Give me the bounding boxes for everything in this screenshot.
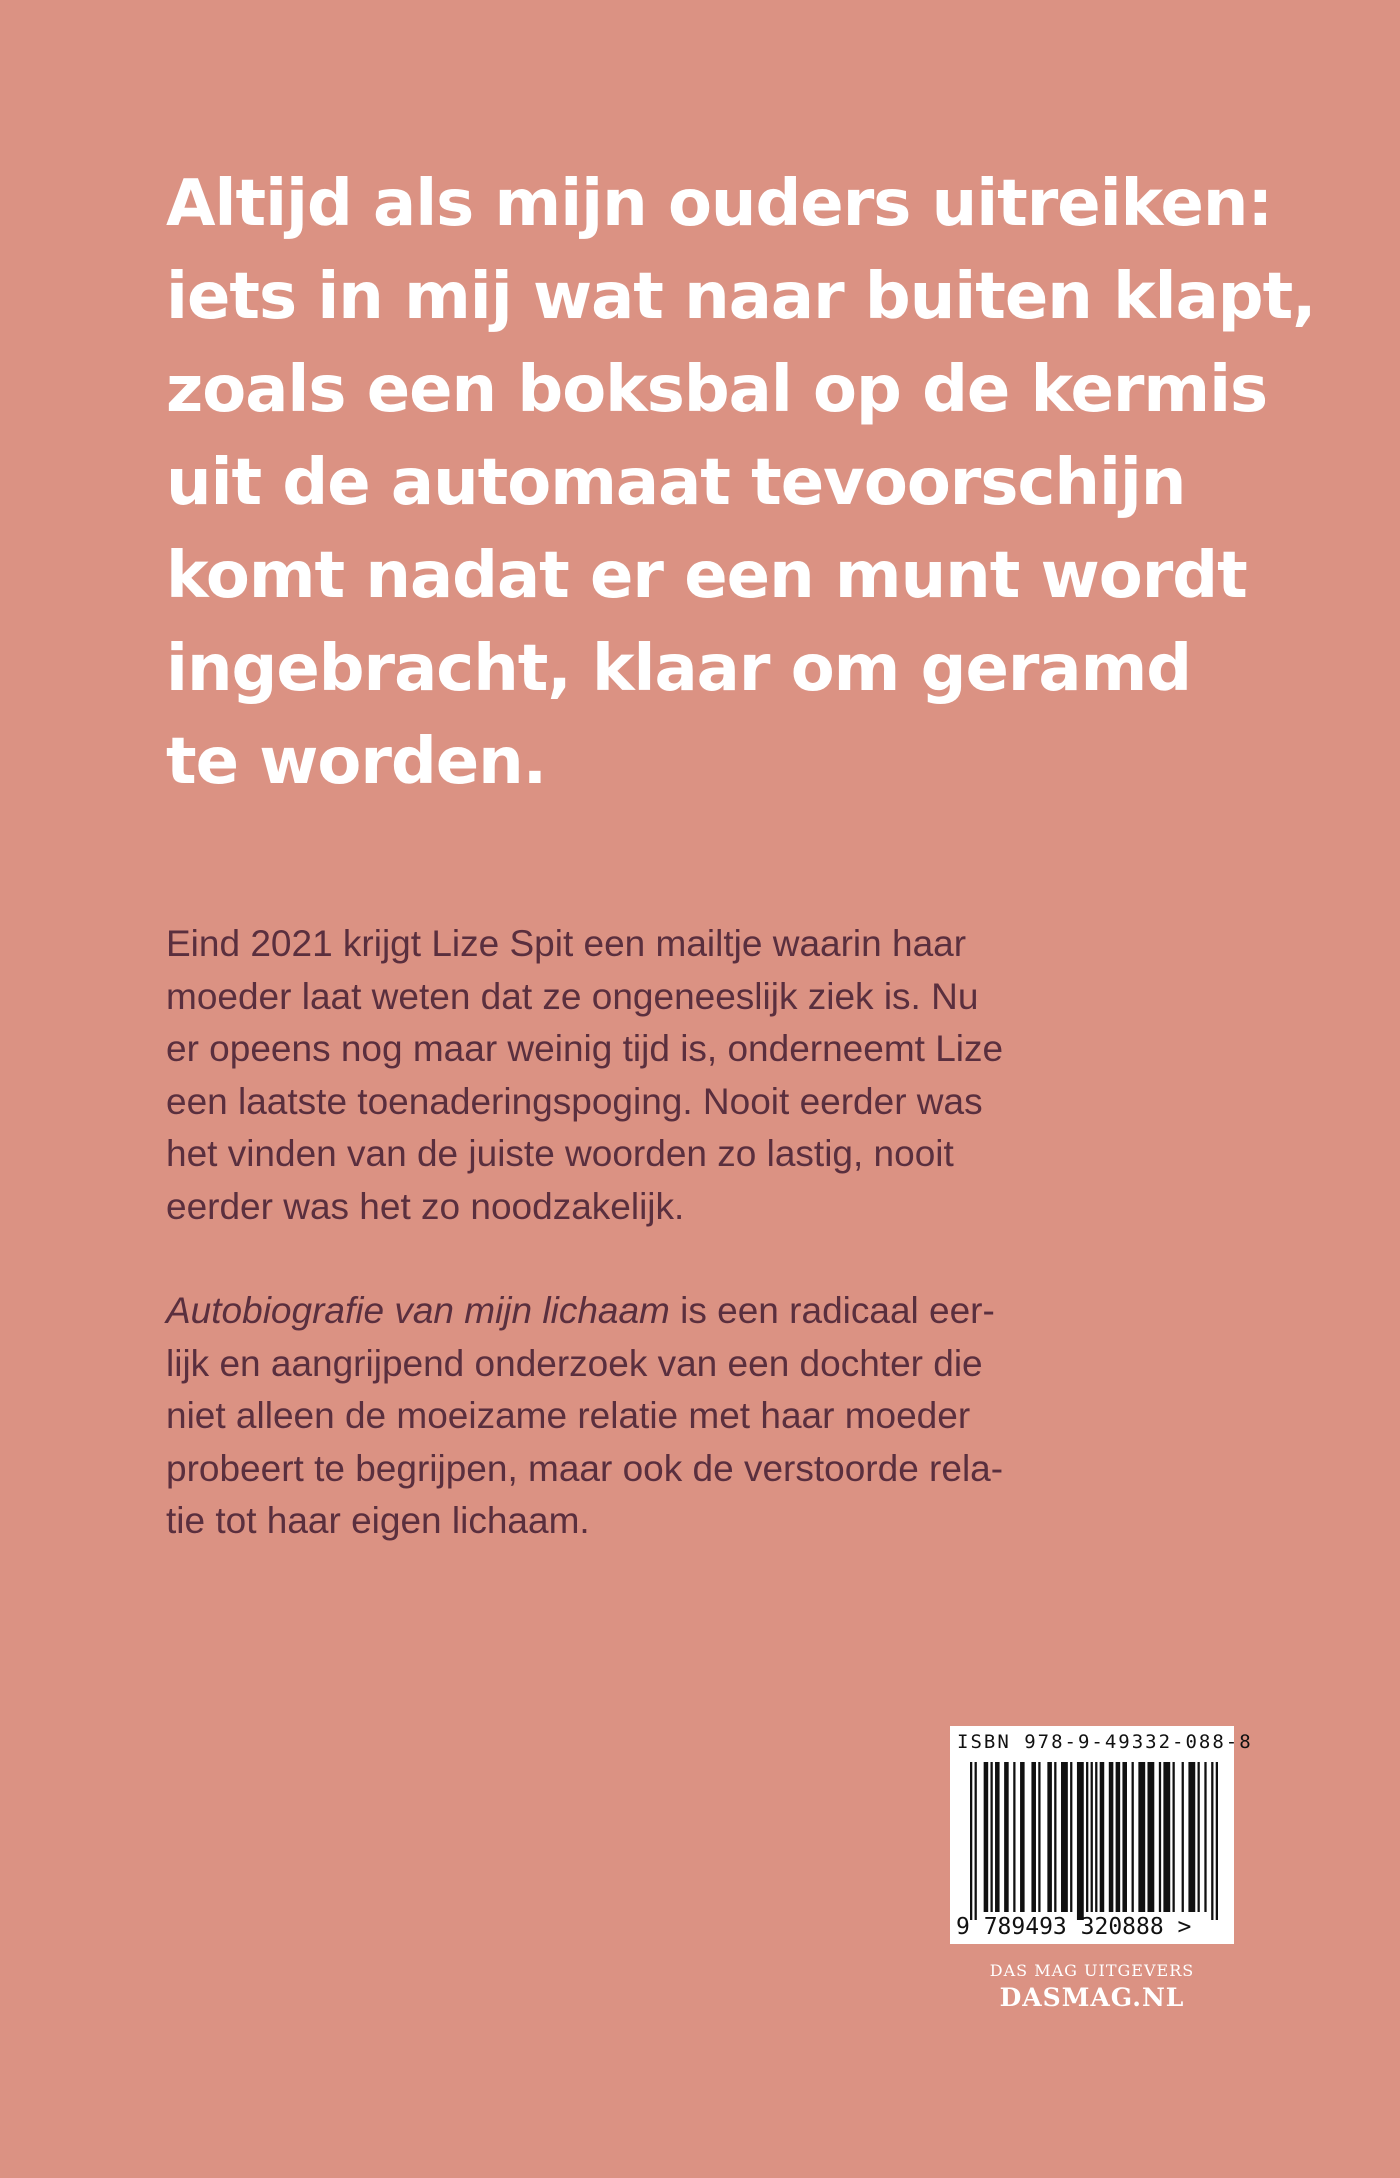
blurb-line: [166, 1285, 1086, 1338]
publisher-website: DASMAG.NL: [999, 1983, 1185, 2012]
barcode-bar: [1077, 1762, 1084, 1920]
barcode-bar: [1095, 1762, 1097, 1912]
barcode-bar: [995, 1762, 1000, 1912]
quote-line: Altijd als mijn ouders uitreiken:: [166, 167, 1273, 241]
book-title-italic: Autobiografie van mijn lichaam: [166, 1290, 670, 1331]
barcode-bar: [970, 1762, 972, 1920]
barcode-bar: [1013, 1762, 1015, 1912]
barcode-bar: [1047, 1762, 1052, 1912]
barcode-bar: [1054, 1762, 1056, 1912]
barcode-bar: [1020, 1762, 1025, 1912]
barcode-bars: [970, 1762, 1218, 1920]
isbn-barcode: [950, 1726, 1253, 1944]
book-blurb: [166, 918, 1086, 1548]
barcode-bar: [984, 1762, 989, 1912]
barcode-bar: [1147, 1762, 1154, 1912]
blurb-paragraph-2: [166, 1285, 1086, 1548]
quote-line: uit de automaat tevoorschijn: [166, 446, 1186, 520]
barcode-bar: [1204, 1762, 1206, 1912]
barcode-bar: [1091, 1762, 1093, 1912]
barcode-bar: [1004, 1762, 1009, 1912]
blurb-line: eerder was het zo noodzakelijk.: [166, 1185, 685, 1227]
barcode-bar: [1211, 1762, 1213, 1920]
blurb-line: een laatste toenaderingspoging. Nooit eerder was: [166, 1080, 983, 1122]
barcode-bar: [1070, 1762, 1072, 1912]
barcode-bar: [1038, 1762, 1040, 1912]
barcode-bar: [1182, 1762, 1184, 1912]
barcode-bar: [1173, 1762, 1175, 1912]
publisher-name: DAS MAG UITGEVERS: [989, 1961, 1195, 1980]
blurb-line: er opeens nog maar weinig tijd is, onderneemt Lize: [166, 1028, 1004, 1069]
ean-digits: 9 789493 320888 >: [956, 1914, 1192, 1940]
isbn-label: ISBN 978-9-49332-088-8: [957, 1731, 1253, 1753]
barcode-bar: [1216, 1762, 1218, 1920]
barcode-bar: [1198, 1762, 1200, 1912]
blurb-line: het vinden van de juiste woorden zo lastig, nooit: [166, 1133, 954, 1174]
blurb-paragraph-1: [166, 918, 1086, 1233]
cover-quote: [166, 158, 1316, 809]
quote-line: zoals een boksbal op de kermis: [166, 353, 1268, 427]
barcode-bar: [1159, 1762, 1161, 1912]
quote-line: komt nadat er een munt wordt: [166, 539, 1247, 613]
barcode-bar: [1031, 1762, 1036, 1912]
quote-line: ingebracht, klaar om geramd: [166, 632, 1192, 706]
barcode-bar: [1061, 1762, 1068, 1912]
barcode-bar: [1138, 1762, 1145, 1912]
quote-line: te worden.: [166, 725, 547, 799]
blurb-line: tie tot haar eigen lichaam.: [166, 1500, 590, 1541]
barcode-bar: [1100, 1762, 1105, 1912]
barcode-bar: [990, 1762, 992, 1912]
barcode-bar: [1132, 1762, 1134, 1912]
blurb-line: lijk en aangrijpend onderzoek van een dochter die: [166, 1342, 983, 1384]
blurb-line: probeert te begrijpen, maar ook de verstoorde rela-: [166, 1447, 1004, 1489]
barcode-bar: [1116, 1762, 1121, 1912]
barcode-bar: [975, 1762, 977, 1920]
blurb-line-rest: is een radicaal eer-: [669, 1290, 995, 1331]
blurb-line: Eind 2021 krijgt Lize Spit een mailtje waarin haar: [166, 923, 967, 964]
barcode-bar: [1109, 1762, 1114, 1912]
publisher-imprint: [950, 1960, 1234, 2014]
blurb-line: moeder laat weten dat ze ongeneeslijk ziek is. Nu: [166, 975, 979, 1017]
blurb-line: niet alleen de moeizame relatie met haar moeder: [166, 1395, 971, 1436]
quote-line: iets in mij wat naar buiten klapt,: [166, 260, 1316, 334]
barcode-bar: [1086, 1762, 1088, 1912]
barcode-bar: [1163, 1762, 1170, 1912]
barcode-bar: [1188, 1762, 1195, 1912]
barcode-bar: [1122, 1762, 1127, 1912]
